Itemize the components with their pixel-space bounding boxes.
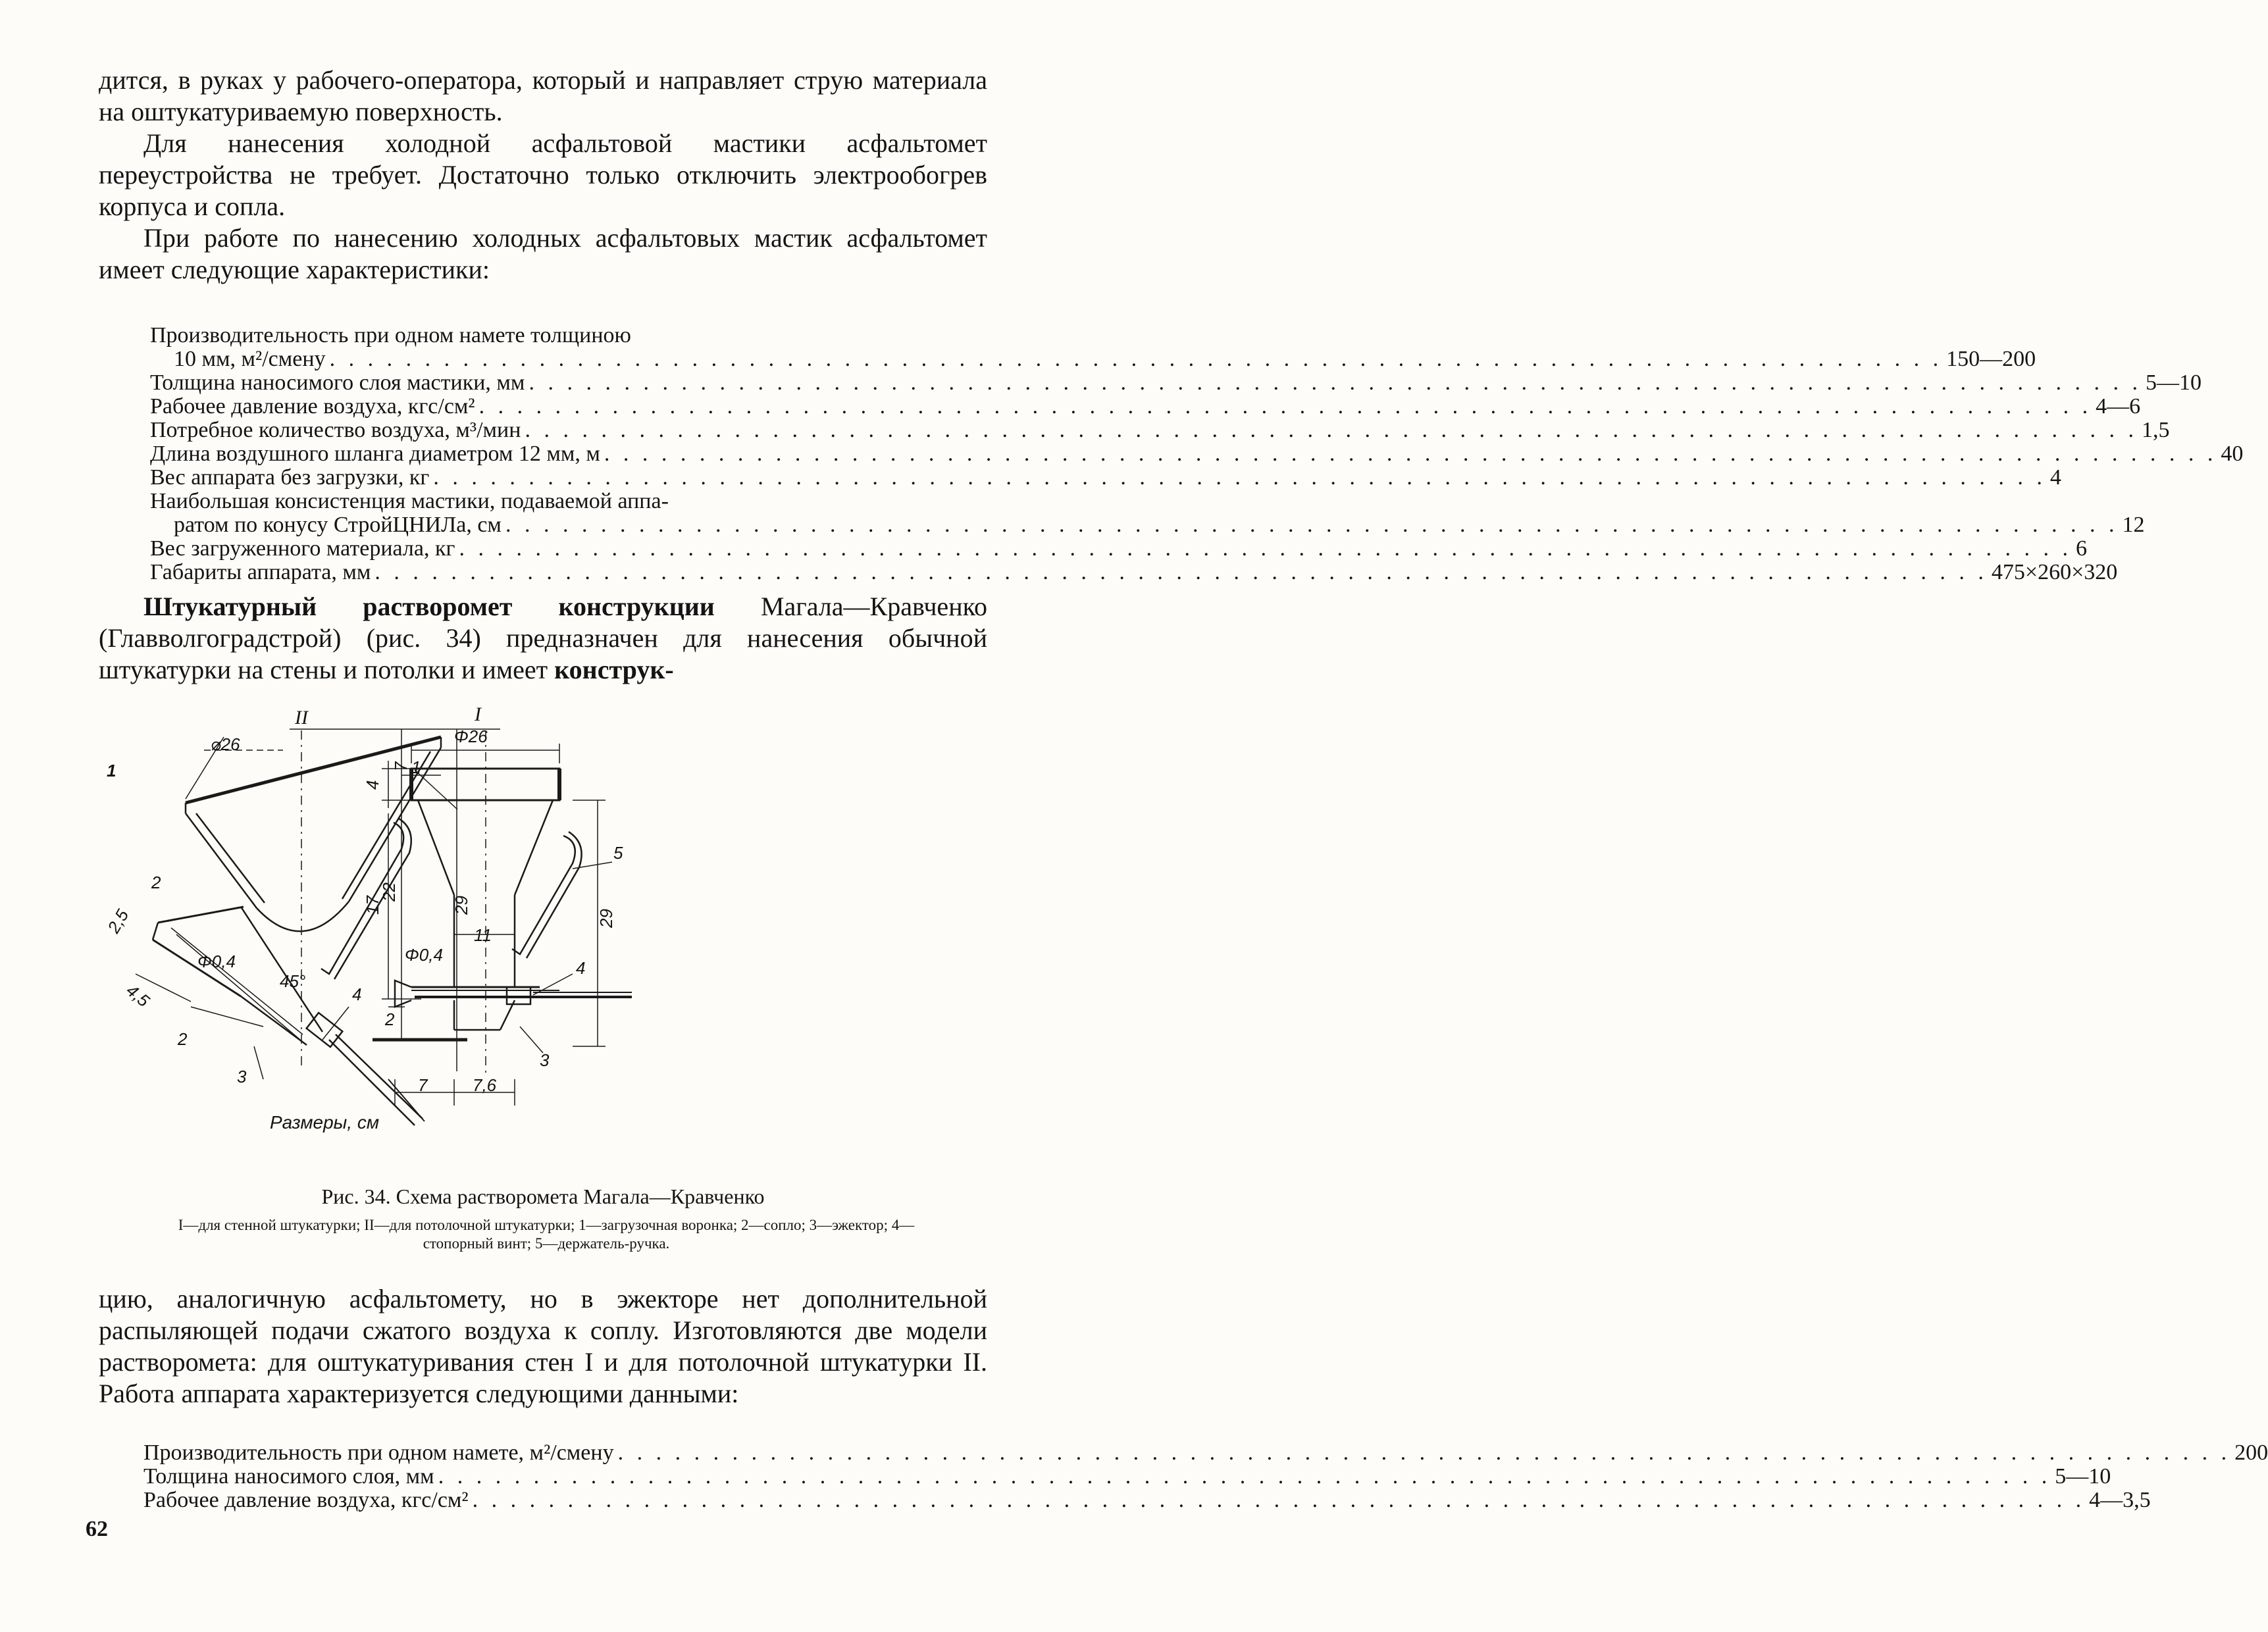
right-dim-04: Φ0,4 [405,945,443,965]
spec-label: Толщина наносимого слоя мастики, мм [150,370,525,395]
spec-label: Производительность при одном намете толщиною [150,323,631,347]
callout-right-4: 4 [576,958,586,978]
right-dim-17: 17 [363,896,382,915]
figure-34-drawing [103,698,967,1152]
spec2-row-productivity [143,1441,2268,1465]
callout-left-4: 4 [352,984,362,1004]
figure-legend: I—для стенной штукатурки; II—для потолочной штукатурки; 1—загрузочная воронка; 2—сопло; 3—эжектор; 4—стопорный винт; 5—держатель-ручка. [178,1217,915,1252]
left-dim-04: Φ0,4 [197,952,236,971]
spec-value: 5—10 [2055,1464,2111,1489]
callout-right-1: 1 [411,757,421,777]
spec-label: Длина воздушного шланга диаметром 12 мм, м [150,442,600,466]
spec-label: Габариты аппарата, мм [150,560,371,584]
left-dim-45: 4,5 [122,980,154,1011]
spec-row-layer-thickness [150,370,2202,395]
right-dim-4: 4 [363,780,382,790]
right-dim-29: 29 [596,909,616,928]
left-dim-7: 7 [391,761,411,771]
callout-left-3: 3 [237,1067,247,1086]
paragraph-4 [99,591,987,686]
right-dim-76: 7,6 [473,1075,497,1095]
leader-dots [525,419,2138,442]
left-dim-22: 22 [379,882,399,902]
leader-dots [528,371,2142,395]
spec-label: Производительность при одном намете, м²/смену [143,1441,614,1465]
callout-right-2: 2 [385,1009,395,1029]
left-dim-2: 2 [178,1029,188,1049]
spec-label: Вес аппарата без загрузки, кг [150,465,430,490]
paragraph-plaster-sprayer [99,591,987,686]
spec-value: 200 [2234,1441,2268,1465]
paragraph-4-text: Магала—Кравченко (Главволгоградстрой) (рис. 34) предназначен для нанесения обычной штукатурки на стены и потолки и имеет [99,592,987,684]
spec-value: 4 [2049,465,2061,490]
spec-label: Рабочее давление воздуха, кгс/см² [150,394,475,419]
left-model-label: II [295,707,308,728]
paragraph-3: При работе по нанесению холодных асфальтовых мастик асфальтомет имеет следующие характеристики: [99,223,987,284]
leader-dots [438,1465,2051,1489]
leader-dots [374,561,1988,584]
leader-dots [618,1441,2231,1465]
spec-label: Рабочее давление воздуха, кгс/см² [143,1488,469,1512]
spec2-row-layer-thickness [143,1464,2111,1489]
spec-row-consistency-cont [150,513,2145,537]
left-model-drawing [125,729,500,1125]
spec-value: 6 [2075,536,2087,561]
left-dim-29: 29 [451,896,471,915]
spec-label: ратом по конусу СтройЦНИЛа, см [174,513,502,537]
leader-dots [459,537,2072,561]
spec-value: 475×260×320 [1991,560,2118,584]
spec-value: 40 [2221,442,2244,466]
leader-dots [479,395,2092,419]
right-model-drawing [382,717,632,1132]
left-dim-25: 2,5 [103,905,133,936]
spec-row-loaded-weight [150,536,2087,561]
paragraph-2: Для нанесения холодной асфальтовой мастики асфальтомет переустройства не требует. Достаточно только отключить электрообогрев корпуса и сопла. [99,128,987,221]
left-dim-26: ⌀26 [211,734,240,754]
right-model-label: I [475,703,481,725]
callout-right-5: 5 [613,843,623,863]
right-dim-7: 7 [418,1075,428,1095]
spec-row-dimensions [150,560,2118,584]
leader-dots [604,442,2217,466]
left-dim-angle: 45° [280,971,306,991]
paragraph-5: цию, аналогичную асфальтомету, но в эжекторе нет дополнительной распыляющей подачи сжатого воздуха к соплу. Изготовляются две модели растворомета: для оштукатуривания стен I и для потолочной штукатурки II. Работа аппарата характеризуется следующими данными: [99,1284,987,1408]
spec-label: 10 мм, м²/смену [174,347,326,371]
spec-label: Толщина наносимого слоя, мм [143,1464,434,1489]
spec-value: 150—200 [1946,347,2036,371]
spec-label: Потребное количество воздуха, м³/мин [150,418,521,442]
callout-left-1: 1 [107,761,116,780]
units-note: Размеры, см [270,1112,380,1133]
figure-caption: Рис. 34. Схема растворомета Магала—Кравченко [321,1185,765,1208]
spec-value: 1,5 [2141,418,2170,442]
spec-row-productivity-cont [150,347,2036,371]
leader-dots [505,513,2119,537]
asphalt-sprayer-specs [150,323,2244,584]
spec-row-consistency [150,490,973,513]
spec-row-hose-length [150,442,2244,466]
right-dim-11: 11 [474,925,492,945]
leader-dots [473,1489,2086,1512]
spec-label: Вес загруженного материала, кг [150,536,455,561]
leader-dots [330,347,1943,371]
schematic-svg [103,698,967,1152]
plaster-sprayer-specs [143,1441,2268,1512]
spec-row-air-consumption [150,418,2170,442]
callout-left-2: 2 [151,873,161,892]
page-number: 62 [86,1517,108,1541]
spec-value: 4—6 [2096,394,2141,419]
leader-dots [433,466,2046,490]
spec-row-empty-weight [150,465,2061,490]
paragraph-continuation [99,64,987,286]
bold-run-end: конструк- [554,655,674,684]
bold-heading-run: Штукатурный растворомет конструкции [143,592,715,621]
paragraph-1: дится, в руках у рабочего-оператора, который и направляет струю материала на оштукатуриваемую поверхность. [99,65,987,126]
spec-row-air-pressure [150,394,2141,419]
spec-value: 5—10 [2145,370,2202,395]
paragraph-continuation-2 [99,1283,987,1410]
callout-right-3: 3 [540,1050,550,1070]
spec-value: 12 [2122,513,2145,537]
spec-label: Наибольшая консистенция мастики, подаваемой аппа- [150,489,669,513]
right-dim-26: Φ26 [454,727,488,746]
spec-value: 4—3,5 [2089,1488,2151,1512]
spec2-row-air-pressure [143,1488,2151,1512]
spec-row-productivity [150,324,973,347]
